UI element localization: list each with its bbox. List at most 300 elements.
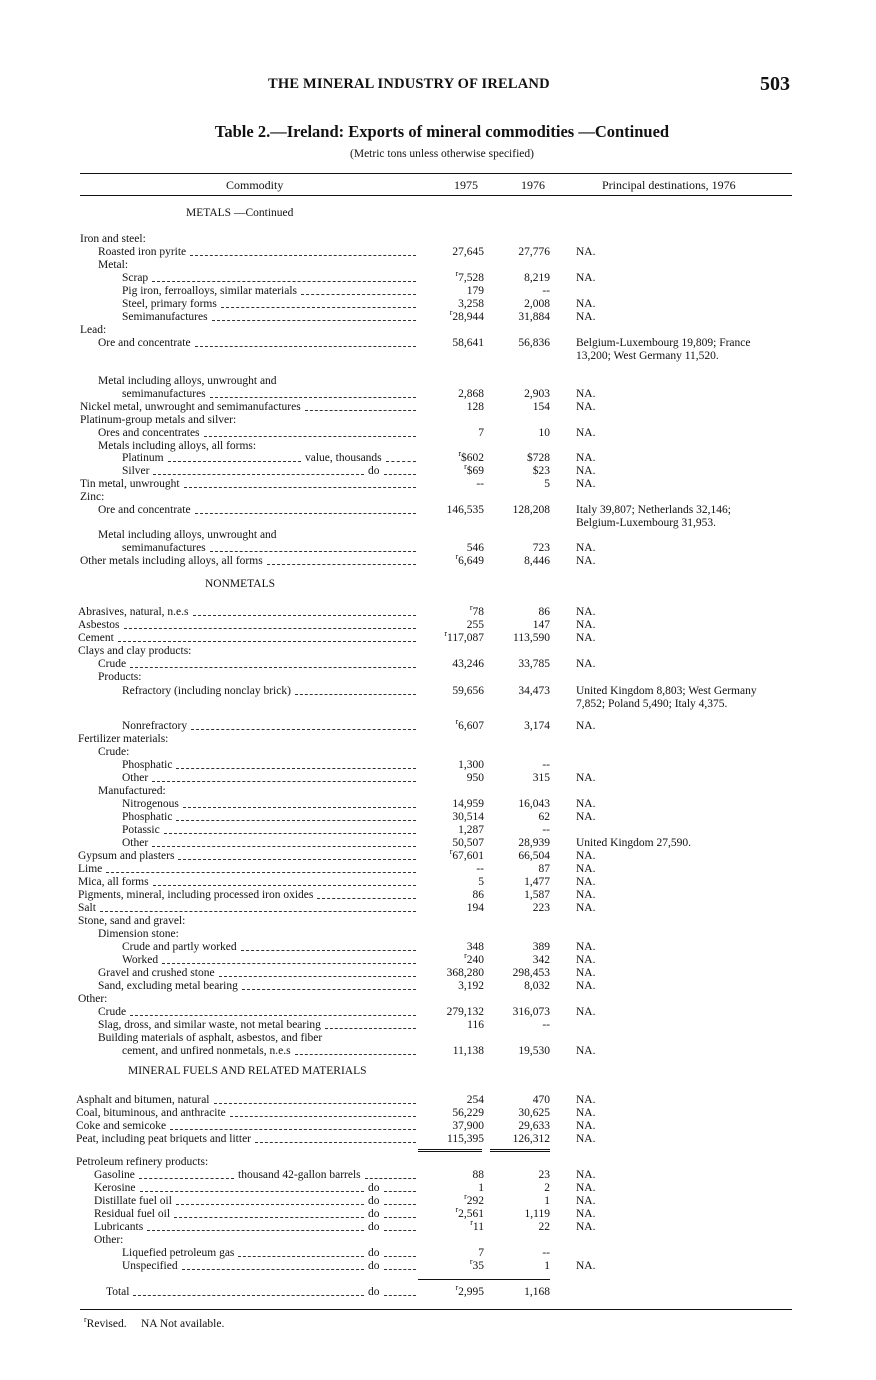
- row-label: Coal, bituminous, and anthracite: [76, 1107, 226, 1119]
- destination: NA.: [576, 246, 596, 258]
- row-label: Other:: [78, 993, 108, 1005]
- value-1976: 31,884: [518, 311, 550, 323]
- table-row: [0, 491, 876, 504]
- leader-dots: [182, 1260, 364, 1270]
- table-row: [0, 1247, 876, 1260]
- table-row: [0, 414, 876, 427]
- table-row: [0, 671, 876, 684]
- leader-dots: [147, 1221, 364, 1231]
- destination: NA.: [576, 1182, 596, 1194]
- value-1975-text: 6,649: [458, 555, 484, 567]
- value-1976: --: [542, 285, 550, 297]
- row-label: Metal:: [98, 259, 129, 271]
- value-1975: [420, 658, 484, 671]
- section-metals: METALS —Continued: [186, 207, 294, 219]
- value-1976: 8,446: [524, 555, 550, 567]
- leader-dots: [365, 1169, 416, 1179]
- leader-dots: [124, 619, 416, 629]
- row-label: Crude: [98, 1006, 127, 1018]
- destination: NA.: [576, 401, 596, 413]
- value-1975: [420, 1045, 484, 1058]
- value-1976: 8,032: [524, 980, 550, 992]
- table-row: [0, 811, 876, 824]
- row-label: Sand, excluding metal bearing: [98, 980, 238, 992]
- value-1976: 8,219: [524, 272, 550, 284]
- leader-dots: [242, 980, 416, 990]
- leader-dots: [317, 889, 416, 899]
- top-rule: [80, 173, 792, 174]
- value-1976: --: [542, 1019, 550, 1031]
- revised-mark: r: [444, 629, 448, 639]
- leader-dots: [139, 1169, 234, 1179]
- table-row: [0, 847, 876, 863]
- value-1976: 2: [544, 1182, 550, 1194]
- destination: NA.: [576, 720, 596, 732]
- value-1975-text: 37,900: [452, 1120, 484, 1132]
- revised-mark: r: [455, 552, 459, 562]
- row-label: Lubricants: [94, 1221, 144, 1233]
- value-1975: [420, 337, 484, 350]
- row-label: Nitrogenous: [122, 798, 179, 810]
- running-header: [0, 73, 876, 98]
- row-label: Other:: [94, 1234, 124, 1246]
- value-1976: 1,119: [524, 1208, 550, 1220]
- value-1975-text: 546: [466, 542, 484, 554]
- value-1975-text: 194: [466, 902, 484, 914]
- leader-dots: [212, 311, 416, 321]
- table-row: [0, 324, 876, 337]
- value-1975-text: 255: [466, 619, 484, 631]
- table-row: [0, 951, 876, 967]
- value-1975: [420, 889, 484, 902]
- value-1975-text: 2,995: [458, 1286, 484, 1298]
- value-1975-text: 88: [472, 1169, 484, 1181]
- value-1975: [420, 1107, 484, 1120]
- destination: NA.: [576, 876, 596, 888]
- value-1976: 23: [538, 1169, 550, 1181]
- value-1975: [420, 967, 484, 980]
- table-row: [0, 337, 876, 362]
- destination: NA.: [576, 465, 596, 477]
- value-1975-text: 7,528: [458, 272, 484, 284]
- leader-dots: [384, 465, 417, 475]
- value-1976: 223: [532, 902, 550, 914]
- leader-dots: [384, 1221, 417, 1231]
- revised-mark: r: [455, 1205, 459, 1215]
- table-header: [80, 178, 792, 194]
- value-1976: 33,785: [518, 658, 550, 670]
- row-label: Distillate fuel oil: [94, 1195, 172, 1207]
- destination: NA.: [576, 863, 596, 875]
- destination: NA.: [576, 1006, 596, 1018]
- table-row: [0, 759, 876, 772]
- value-1975: [420, 847, 484, 863]
- value-1975: [420, 462, 484, 478]
- value-1975-text: 128: [466, 401, 484, 413]
- value-1975-text: 292: [466, 1195, 484, 1207]
- revised-mark: r: [464, 462, 467, 472]
- value-1975: [420, 685, 484, 698]
- value-1975: [420, 863, 484, 876]
- leader-dots: [295, 685, 416, 695]
- row-label: semimanufactures: [122, 542, 206, 554]
- leader-dots: [295, 1045, 416, 1055]
- value-1975-text: 1,287: [458, 824, 484, 836]
- destination: NA.: [576, 1208, 596, 1220]
- destination: NA.: [576, 619, 596, 631]
- row-label: Metal including alloys, unwrought and: [98, 529, 277, 541]
- row-label: Refractory (including nonclay brick): [122, 685, 291, 697]
- row-label: Other: [122, 772, 149, 784]
- value-1975-text: $602: [461, 452, 484, 464]
- row-unit: do: [368, 1208, 380, 1220]
- value-1975: [420, 1094, 484, 1107]
- value-1976: 3,174: [524, 720, 550, 732]
- value-1976: --: [542, 759, 550, 771]
- value-1975-text: 50,507: [452, 837, 484, 849]
- value-1976: 1,477: [524, 876, 550, 888]
- row-label: Crude and partly worked: [122, 941, 237, 953]
- value-1976: 128,208: [512, 504, 550, 516]
- row-label: Metal including alloys, unwrought and: [98, 375, 277, 387]
- value-1975: [420, 980, 484, 993]
- section-nonmetals: NONMETALS: [205, 578, 275, 590]
- leader-dots: [178, 850, 416, 860]
- value-1975-text: $69: [466, 465, 484, 477]
- row-label: Nickel metal, unwrought and semimanufactures: [80, 401, 301, 413]
- row-label: Salt: [78, 902, 96, 914]
- leader-dots: [106, 863, 416, 873]
- value-1975-text: 56,229: [452, 1107, 484, 1119]
- destination: NA.: [576, 311, 596, 323]
- destination: NA.: [576, 606, 596, 618]
- row-label: Crude:: [98, 746, 130, 758]
- revised-mark: r: [458, 449, 461, 459]
- leader-dots: [118, 632, 416, 642]
- value-1976: --: [542, 1247, 550, 1259]
- value-1976: 56,836: [518, 337, 550, 349]
- table-row: [0, 645, 876, 658]
- row-label: Silver: [122, 465, 150, 477]
- destination: NA.: [576, 889, 596, 901]
- leader-dots: [195, 337, 416, 347]
- value-1975: [420, 772, 484, 785]
- table-row: [0, 717, 876, 733]
- table-row: [0, 798, 876, 811]
- table-row: [0, 889, 876, 902]
- revised-mark: r: [84, 1315, 87, 1325]
- revised-mark: r: [455, 717, 459, 727]
- value-1976: 10: [538, 427, 550, 439]
- table-row: [0, 685, 876, 710]
- table-row: [0, 915, 876, 928]
- value-1975: [420, 1205, 484, 1221]
- table-row: [0, 1107, 876, 1120]
- value-1975: [420, 1133, 484, 1146]
- total-rule: [418, 1279, 550, 1280]
- row-label: Residual fuel oil: [94, 1208, 171, 1220]
- leader-dots: [214, 1094, 417, 1104]
- value-1975-text: 254: [466, 1094, 484, 1106]
- table-row: [0, 269, 876, 285]
- value-1975: [420, 388, 484, 401]
- leader-dots: [133, 1286, 364, 1296]
- revised-mark: r: [469, 603, 473, 613]
- destination: NA.: [576, 452, 596, 464]
- table-row: [0, 967, 876, 980]
- value-1975-text: 116: [467, 1019, 484, 1031]
- value-1975-text: 348: [466, 941, 484, 953]
- leader-dots: [174, 1208, 364, 1218]
- table-row: [0, 1094, 876, 1107]
- value-1975: [420, 759, 484, 772]
- leader-dots: [153, 876, 416, 886]
- table-row: [0, 529, 876, 542]
- table-row: [0, 980, 876, 993]
- row-label: Tin metal, unwrought: [80, 478, 180, 490]
- table-row: [0, 1283, 876, 1299]
- value-1975: [420, 401, 484, 414]
- value-1975-text: 368,280: [446, 967, 484, 979]
- value-1975: [420, 1006, 484, 1019]
- destination: NA.: [576, 1045, 596, 1057]
- row-label: Steel, primary forms: [122, 298, 217, 310]
- running-title: THE MINERAL INDUSTRY OF IRELAND: [268, 76, 550, 92]
- value-1976: 34,473: [518, 685, 550, 697]
- destination: NA.: [576, 1221, 596, 1233]
- row-label: Potassic: [122, 824, 160, 836]
- leader-dots: [219, 967, 416, 977]
- value-1976: --: [542, 824, 550, 836]
- revised-mark: r: [464, 951, 467, 961]
- destination: NA.: [576, 772, 596, 784]
- leader-dots: [384, 1260, 417, 1270]
- destination: NA.: [576, 1120, 596, 1132]
- value-1976: 29,633: [518, 1120, 550, 1132]
- row-unit: do: [368, 1182, 380, 1194]
- table-row: [0, 298, 876, 311]
- value-1976: 723: [532, 542, 550, 554]
- value-1975-text: 35: [472, 1260, 484, 1272]
- leader-dots: [384, 1208, 417, 1218]
- table-row: [0, 1133, 876, 1146]
- revised-mark: r: [469, 1257, 473, 1267]
- row-label: Total: [106, 1286, 130, 1298]
- value-1975-text: 950: [466, 772, 484, 784]
- table-row: [0, 941, 876, 954]
- leader-dots: [238, 1247, 364, 1257]
- page-number: 503: [760, 73, 790, 95]
- leader-dots: [100, 902, 416, 912]
- destination: NA.: [576, 967, 596, 979]
- table-row: [0, 1218, 876, 1234]
- row-label: Ore and concentrate: [98, 504, 191, 516]
- value-1975: [420, 308, 484, 324]
- value-1975-text: 11: [472, 1221, 484, 1233]
- table-row: [0, 824, 876, 837]
- table-row: [0, 285, 876, 298]
- leader-dots: [384, 1195, 417, 1205]
- table-row: [0, 1032, 876, 1045]
- table-row: [0, 478, 876, 491]
- row-unit: do: [368, 1195, 380, 1207]
- value-1975: [420, 1218, 484, 1234]
- value-1975: [420, 717, 484, 733]
- table-row: [0, 259, 876, 272]
- destination: NA.: [576, 542, 596, 554]
- revised-mark: r: [449, 308, 453, 318]
- value-1975: [420, 629, 484, 645]
- destination: NA.: [576, 388, 596, 400]
- value-1975: [420, 246, 484, 259]
- value-1975-text: --: [476, 863, 484, 875]
- row-label: Stone, sand and gravel:: [78, 915, 186, 927]
- value-1975: [420, 876, 484, 889]
- leader-dots: [190, 246, 416, 256]
- leader-dots: [140, 1182, 364, 1192]
- value-1976: 154: [532, 401, 550, 413]
- row-label: Metals including alloys, all forms:: [98, 440, 257, 452]
- leader-dots: [204, 427, 416, 437]
- row-label: Abrasives, natural, n.e.s: [78, 606, 189, 618]
- value-1975-text: 6,607: [458, 720, 484, 732]
- leader-dots: [230, 1107, 416, 1117]
- destination: NA.: [576, 1169, 596, 1181]
- leader-dots: [255, 1133, 416, 1143]
- destination: NA.: [576, 632, 596, 644]
- value-1975: [420, 542, 484, 555]
- leader-dots: [153, 465, 364, 475]
- row-label: Zinc:: [80, 491, 105, 503]
- value-1975-text: 1: [478, 1182, 484, 1194]
- table-row: [0, 928, 876, 941]
- row-label: Fertilizer materials:: [78, 733, 169, 745]
- leader-dots: [386, 452, 416, 462]
- value-1975-text: 3,192: [458, 980, 484, 992]
- value-1976: 5: [544, 478, 550, 490]
- destination: NA.: [576, 1260, 596, 1272]
- table-title: Table 2.—Ireland: Exports of mineral commodities —Continued: [214, 122, 670, 141]
- row-label: Asbestos: [78, 619, 120, 631]
- value-1975: [420, 1257, 484, 1273]
- table-row: [0, 603, 876, 619]
- row-label: Coke and semicoke: [76, 1120, 167, 1132]
- value-1975-text: 117,087: [447, 632, 484, 644]
- value-1975-text: 179: [466, 285, 484, 297]
- table-row: [0, 876, 876, 889]
- row-label: Kerosine: [94, 1182, 136, 1194]
- leader-dots: [183, 798, 416, 808]
- value-1975: [420, 269, 484, 285]
- destination: NA.: [576, 798, 596, 810]
- footnote: [84, 1315, 225, 1330]
- table-row: [0, 552, 876, 568]
- value-1975: [420, 1247, 484, 1260]
- value-1975-text: 279,132: [446, 1006, 484, 1018]
- value-1975-text: 7: [478, 1247, 484, 1259]
- value-1975-text: 58,641: [452, 337, 484, 349]
- value-1976: $728: [527, 452, 550, 464]
- row-unit: do: [368, 1221, 380, 1233]
- table-row: [0, 993, 876, 1006]
- value-1975-text: 2,868: [458, 388, 484, 400]
- table-row: [0, 388, 876, 401]
- row-label: Asphalt and bitumen, natural: [76, 1094, 210, 1106]
- leader-dots: [384, 1286, 417, 1296]
- leader-dots: [241, 941, 416, 951]
- value-1975: [420, 427, 484, 440]
- value-1975-text: 14,959: [452, 798, 484, 810]
- row-unit: thousand 42-gallon barrels: [238, 1169, 361, 1181]
- row-label: Dimension stone:: [98, 928, 179, 940]
- table-subtitle: (Metric tons unless otherwise specified): [350, 148, 534, 160]
- value-1975-text: 28,944: [452, 311, 484, 323]
- value-1975-text: 11,138: [452, 1045, 484, 1057]
- value-1976: $23: [532, 465, 550, 477]
- value-1975-text: 59,656: [452, 685, 484, 697]
- leader-dots: [152, 272, 416, 282]
- table-row: [0, 902, 876, 915]
- value-1975: [420, 1182, 484, 1195]
- value-1975-text: 146,535: [446, 504, 484, 516]
- table-row: [0, 837, 876, 850]
- table-row: [0, 375, 876, 388]
- table-row: [0, 1045, 876, 1058]
- destination: NA.: [576, 478, 596, 490]
- value-1976: 22: [538, 1221, 550, 1233]
- value-1975-text: 7: [478, 427, 484, 439]
- row-label: Iron and steel:: [80, 233, 146, 245]
- destination: NA.: [576, 850, 596, 862]
- value-1976: 470: [532, 1094, 550, 1106]
- subtotal-rule-1975: [418, 1149, 482, 1152]
- revised-mark: r: [455, 1283, 459, 1293]
- value-1975-text: --: [476, 478, 484, 490]
- row-label: Phosphatic: [122, 759, 173, 771]
- table-row: [0, 1205, 876, 1221]
- table-row: [0, 1192, 876, 1208]
- value-1976: 1,587: [524, 889, 550, 901]
- row-label: Products:: [98, 671, 142, 683]
- table-row: [0, 863, 876, 876]
- value-1976: 342: [532, 954, 550, 966]
- row-label: Petroleum refinery products:: [76, 1156, 209, 1168]
- value-1975: [420, 504, 484, 517]
- value-1975: [420, 449, 484, 465]
- destination: NA.: [576, 658, 596, 670]
- value-1975-text: 27,645: [452, 246, 484, 258]
- value-1975-text: 240: [466, 954, 484, 966]
- leader-dots: [130, 658, 416, 668]
- leader-dots: [162, 954, 416, 964]
- value-1975: [420, 1192, 484, 1208]
- leader-dots: [325, 1019, 416, 1029]
- table-row: [0, 772, 876, 785]
- table-row: [0, 785, 876, 798]
- row-label: Lime: [78, 863, 103, 875]
- value-1975-text: 78: [472, 606, 484, 618]
- leader-dots: [210, 542, 416, 552]
- value-1976: 2,903: [524, 388, 550, 400]
- value-1975: [420, 1169, 484, 1182]
- row-unit: do: [368, 1247, 380, 1259]
- row-label: semimanufactures: [122, 388, 206, 400]
- leader-dots: [152, 772, 416, 782]
- table-row: [0, 233, 876, 246]
- row-label: Gravel and crushed stone: [98, 967, 215, 979]
- table-row: [0, 1006, 876, 1019]
- value-1976: 298,453: [512, 967, 550, 979]
